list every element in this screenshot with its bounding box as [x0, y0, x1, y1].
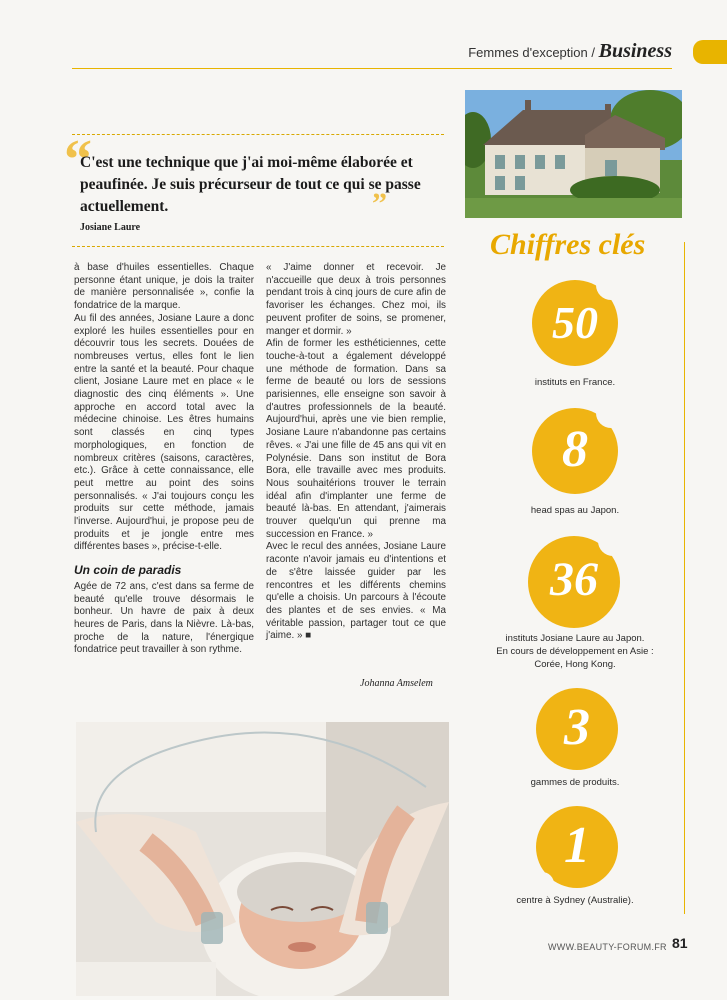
- stat-circle: [532, 408, 618, 494]
- stat-number: 36: [550, 553, 598, 606]
- header-separator: /: [591, 45, 595, 60]
- author-signature: Johanna Amselem: [360, 678, 433, 689]
- stat-circle: [536, 688, 618, 770]
- article-column-1: [74, 262, 254, 657]
- stat-number: 1: [564, 817, 590, 874]
- stat-label: gammes de produits.: [530, 777, 620, 788]
- stat-label-line-3: Corée, Hong Kong.: [534, 659, 616, 670]
- stat-label-line-2: En cours de développement en Asie :: [496, 646, 654, 657]
- house-photo: [465, 90, 682, 218]
- header-tab: [693, 40, 727, 64]
- spa-treatment-photo: [76, 722, 449, 996]
- stat-number: 3: [564, 699, 590, 756]
- page-number: 81: [672, 935, 688, 951]
- subheading: Un coin de paradis: [74, 563, 182, 578]
- stat-label: centre à Sydney (Australie).: [516, 895, 634, 906]
- stat-circle: [536, 806, 618, 888]
- sidebar-title: Chiffres clés: [490, 228, 646, 261]
- paragraph: à base d'huiles essentielles. Chaque personne étant unique, je dois la traiter de manière personnalisée », confie la fondatrice de la marque.: [74, 262, 254, 312]
- header-rule: [72, 68, 672, 69]
- sidebar-rule: [684, 242, 685, 914]
- footer-url: WWW.BEAUTY-FORUM.FR: [548, 942, 667, 952]
- quote-bottom-rule: [72, 246, 444, 248]
- stat-label: instituts Josiane Laure au Japon.: [505, 633, 645, 644]
- paragraph: Agée de 72 ans, c'est dans sa ferme de beauté qu'elle trouve désormais le bonheur. Un havre de paix à deux heures de Paris, dans la Nièvre. Là-bas, proche de la nature, l'énergique fondatrice peut travailler à son rythme.: [74, 580, 254, 656]
- close-quote-mark: ”: [372, 187, 387, 220]
- section-label: Femmes d'exception: [468, 45, 588, 60]
- stat-circle: [528, 536, 620, 628]
- circle-notch: [530, 872, 554, 896]
- end-mark: ■: [305, 630, 312, 642]
- running-header: [468, 40, 672, 63]
- stat-label: instituts en France.: [534, 377, 616, 388]
- quote-author: Josiane Laure: [80, 222, 141, 233]
- paragraph: Afin de former les esthéticiennes, cette touche-à-tout a également développé une méthode de formation. Dans sa ferme de beauté ou lors de sessions parisiennes, elle enseigne son savoir à d'autres professionnels de la beauté. Aujourd'hui, après une vie bien remplie, Josiane Laure n'abandonne pas certains rêves. « J'ai une fille de 45 ans qui vit en Polynésie. Dans son institut de Bora Bora, elle travaille avec mes produits. Nous souhaitérions trouver le terrain idéal afin d'implanter une ferme de beauté là-bas. En attendant, j'aimerais trouver quelqu'un qui prenne ma succession en France. »: [266, 338, 446, 540]
- stat-label: head spas au Japon.: [530, 505, 620, 516]
- paragraph: « J'aime donner et recevoir. Je n'accueille que deux à trois personnes pendant trois à cinq jours de cure afin de favoriser les échanges. Chez moi, ils peuvent profiter de soins, se promener, manger et dormir. »: [266, 262, 446, 337]
- paragraph: [266, 541, 446, 643]
- stat-number: 50: [552, 297, 598, 348]
- paragraph: Au fil des années, Josiane Laure a donc exploré les huiles essentielles pour en découvrir tous les secrets. Douées de nombreuses vertus, elles font le lien entre la santé et la beauté. Pour chaque client, Josiane Laure met en place « le diagnostic des cinq éléments ». Une approche en accord total avec la médecine chinoise. Les êtres humains sont classés en cinq types morphologiques, en fonction de nombreux critères (saisons, caractères, etc.). Grâce à cette connaissance, elle peut mettre au point des soins personnalisés. « J'ai toujours conçu les produits sur cette méthode, jamais l'inverse. Aujourd'hui, je propose peu de produits et je jongle entre mes différentes bases », précise-t-elle.: [74, 312, 254, 553]
- category-label: Business: [598, 40, 672, 62]
- open-quote-mark: “: [64, 129, 92, 191]
- paragraph-text: Avec le recul des années, Josiane Laure raconte n'avoir jamais eu d'intentions et de s'être laissée guider par les rencontres et les différents chemins qu'elle a choisis. Un parcours à l'écoute des plantes et de ses envies. « Ma véritable passion, partager tout ce que j'aime. »: [266, 541, 446, 642]
- stat-number: 8: [562, 421, 588, 478]
- stat-circle: [532, 280, 618, 366]
- article-column-2: [266, 262, 446, 643]
- pull-quote: C'est une technique que j'ai moi-même élaborée et peaufinée. Je suis précurseur de tout ce qui se passe actuellement.: [80, 154, 421, 215]
- quote-top-rule: [72, 134, 444, 136]
